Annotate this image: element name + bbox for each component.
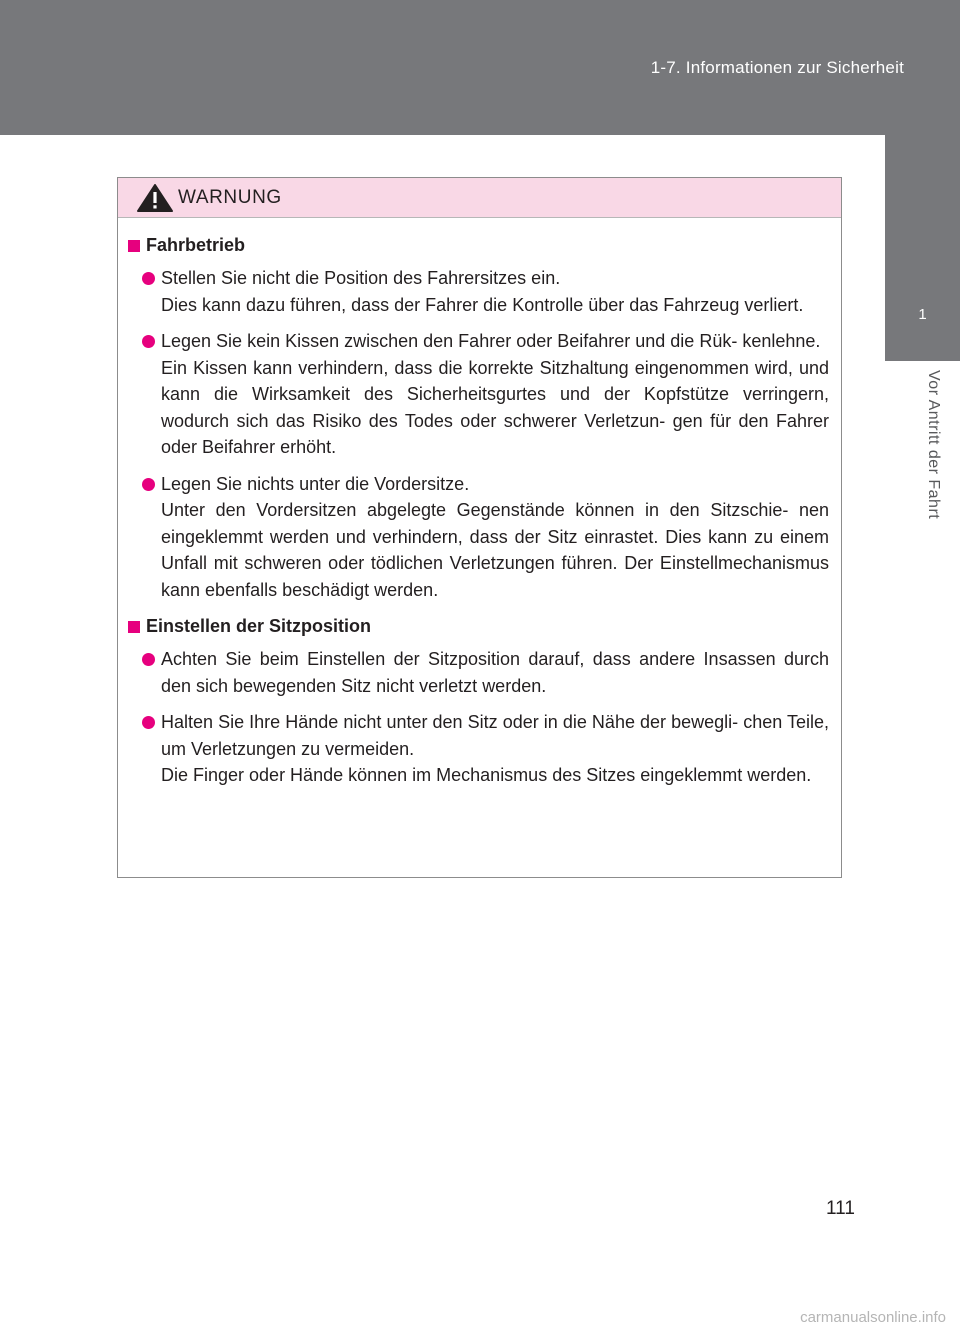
section-heading-sitzposition	[128, 613, 829, 640]
warning-body	[118, 218, 841, 789]
list-item	[142, 471, 829, 604]
section-heading-fahrbetrieb	[128, 232, 829, 259]
chapter-tab	[885, 135, 960, 361]
list-item-text	[161, 328, 829, 461]
page-number: 111	[826, 1198, 855, 1219]
list-item	[142, 646, 829, 699]
list-item-text	[161, 646, 829, 699]
list-item-main: Legen Sie nichts unter die Vordersitze.	[161, 473, 470, 494]
list-item-detail: Dies kann dazu führen, dass der Fahrer die Kontrolle über das Fahrzeug verliert.	[161, 294, 804, 315]
square-bullet-icon	[128, 621, 140, 633]
round-bullet-icon	[142, 653, 155, 666]
section-title: 1-7. Informationen zur Sicherheit	[650, 58, 904, 77]
section-heading-text: Fahrbetrieb	[146, 235, 246, 255]
list-item	[142, 709, 829, 789]
round-bullet-icon	[142, 716, 155, 729]
list-item	[142, 328, 829, 461]
warning-triangle-icon	[136, 183, 174, 213]
watermark: carmanualsonline.info	[800, 1309, 946, 1326]
warning-header	[118, 178, 841, 218]
round-bullet-icon	[142, 272, 155, 285]
list-item-detail: Ein Kissen kann verhindern, dass die korrekte Sitzhaltung eingenommen wird, und kann die Wirksamkeit des Sicherheitsgurtes und der Kopfstütze verringern, wodurch sich das Risiko des Todes oder schwerer Verletzun- gen für den Fahrer oder Beifahrer erhöht.	[161, 357, 829, 457]
list-item-detail: Unter den Vordersitzen abgelegte Gegenstände können in den Sitzschie- nen eingeklemmt werden und verhindern, dass der Sitz einrastet. Dies kann zu einem Unfall mit schweren oder tödlichen Verletzungen führen. Der Einstellmechanismus kann ebenfalls beschädigt werden.	[161, 500, 829, 600]
list-item-text	[161, 265, 829, 318]
list-item-main: Halten Sie Ihre Hände nicht unter den Sitz oder in die Nähe der bewegli- chen Teile, um Verletzungen zu vermeiden.	[161, 712, 829, 759]
round-bullet-icon	[142, 335, 155, 348]
warning-box	[117, 177, 842, 878]
square-bullet-icon	[128, 240, 140, 252]
header-band	[0, 0, 960, 135]
list-item-main: Legen Sie kein Kissen zwischen den Fahrer oder Beifahrer und die Rük- kenlehne.	[161, 331, 821, 351]
chapter-label: Vor Antritt der Fahrt	[925, 370, 942, 520]
list-item-main: Achten Sie beim Einstellen der Sitzposition darauf, dass andere Insassen durch den sich bewegenden Sitz nicht verletzt werden.	[161, 649, 829, 696]
list-item-main: Stellen Sie nicht die Position des Fahrersitzes ein.	[161, 268, 561, 288]
list-item-text	[161, 709, 829, 789]
round-bullet-icon	[142, 478, 155, 491]
section-heading-text: Einstellen der Sitzposition	[146, 616, 372, 636]
list-item-text	[161, 471, 829, 604]
warning-title: WARNUNG	[178, 186, 282, 208]
chapter-number: 1	[918, 306, 927, 323]
list-item-detail: Die Finger oder Hände können im Mechanismus des Sitzes eingeklemmt werden.	[161, 765, 812, 785]
list-item	[142, 265, 829, 318]
